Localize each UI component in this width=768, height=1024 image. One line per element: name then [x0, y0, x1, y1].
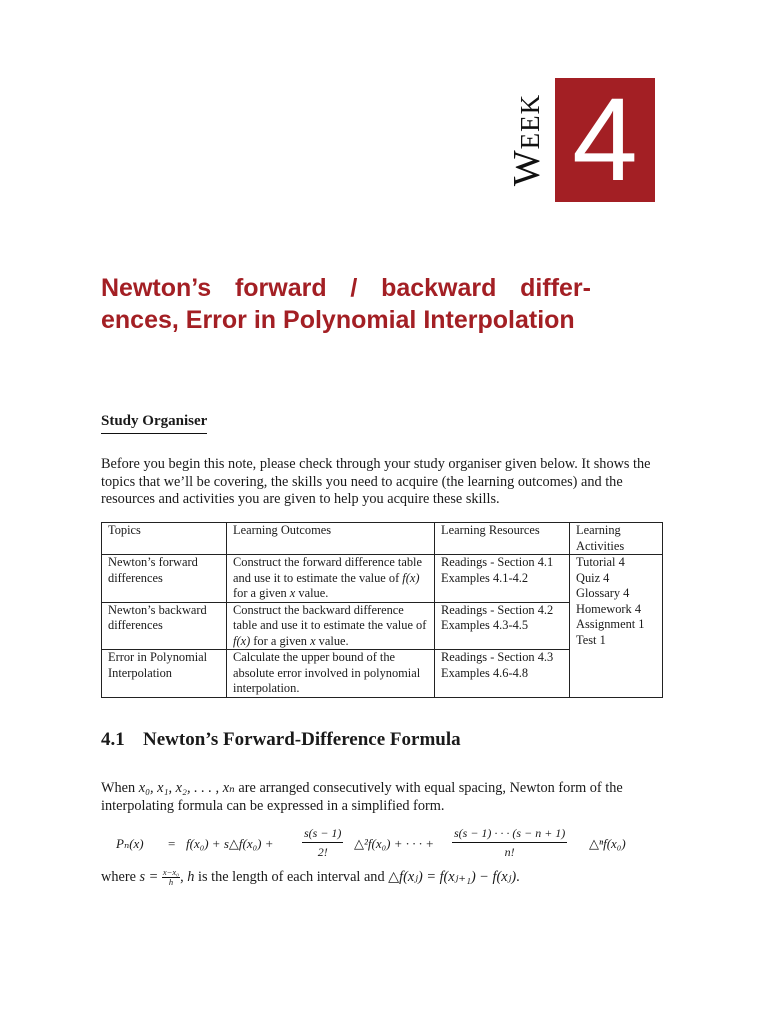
header-learning-resources: Learning Resources — [435, 523, 570, 555]
study-organiser-heading: Study Organiser — [101, 413, 207, 434]
where-line: where s = $\frac{\text{x−x₀}}{h}$ , h is the length of each interval and △f(xⱼ) = f(xⱼ₊₁) − f(xⱼ). — [101, 867, 520, 887]
topic-cell: Newton’s backward differences — [102, 602, 227, 650]
formula-fraction-1: $\frac{s(s - 1)}{2!}$ — [304, 826, 342, 859]
activity-item: Homework 4 — [576, 601, 642, 616]
body-paragraph: When x₀, x₁, x₂, . . . , xₙ are arranged consecutively with equal spacing, Newton form of the interpolating formula can be expressed in a simplified form. — [101, 780, 623, 814]
outcome-cell: Construct the backward difference table and use it to estimate the value of f(x) for a given x value. — [227, 602, 435, 650]
week-number-badge — [555, 74, 655, 206]
resources-cell: Readings - Section 4.3 Examples 4.6-4.8 — [435, 650, 570, 698]
activity-item: Test 1 — [576, 632, 606, 647]
topic-cell: Newton’s forward differences — [102, 555, 227, 603]
intro-paragraph: Before you begin this note, please check through your study organiser given below. It shows the topics that we’ll be covering, the skills you need to acquire (the learning outcomes) and the resources and activities you are given to help you acquire these skills. — [101, 456, 651, 507]
activity-item: Quiz 4 — [576, 570, 610, 585]
formula-equals: = — [168, 836, 176, 851]
outcome-cell: Construct the forward difference table and use it to estimate the value of f(x) for a given x value. — [227, 555, 435, 603]
resources-cell: Readings - Section 4.1 Examples 4.1-4.2 — [435, 555, 570, 603]
header-learning-activities: Learning Activities — [570, 523, 663, 555]
study-organiser-table — [101, 522, 663, 698]
chapter-title — [101, 272, 591, 336]
formula-term-2: △²f(x₀) + · · · + — [354, 836, 434, 851]
formula-term-3: △ⁿf(x₀) — [589, 836, 626, 851]
table-header-row — [102, 523, 663, 555]
chapter-title-line-2: ences, Error in Polynomial Interpolation — [101, 306, 575, 334]
formula-fraction-2: $\frac{s(s - 1) \cdot \cdot \cdot (s - n + 1)}{n!}$ — [454, 826, 566, 859]
header-learning-outcomes: Learning Outcomes — [227, 523, 435, 555]
formula-term-1: f(x₀) + s△f(x₀) + — [186, 836, 274, 851]
activity-item: Tutorial 4 — [576, 555, 625, 569]
week-number: 4 — [572, 74, 638, 206]
section-number: 4.1 — [101, 729, 125, 750]
chapter-title-line-1: Newton’s forward / backward differ- — [101, 274, 591, 302]
week-label-text: Week — [506, 93, 549, 187]
activity-item: Glossary 4 — [576, 586, 630, 600]
section-heading — [101, 729, 461, 751]
newton-forward-formula — [116, 826, 646, 862]
activities-cell — [570, 555, 663, 698]
formula-lhs: Pₙ(x) — [116, 836, 144, 851]
s-fraction: $\frac{\text{x−x₀}}{h}$ — [162, 867, 180, 887]
section-title: Newton’s Forward-Difference Formula — [143, 729, 461, 750]
week-label — [506, 78, 548, 202]
activity-item: Assignment 1 — [576, 617, 645, 631]
table-row — [102, 555, 663, 603]
resources-cell: Readings - Section 4.2 Examples 4.3-4.5 — [435, 602, 570, 650]
outcome-cell: Calculate the upper bound of the absolute error involved in polynomial interpolation. — [227, 650, 435, 698]
header-topics: Topics — [102, 523, 227, 555]
topic-cell: Error in Polynomial Interpolation — [102, 650, 227, 698]
